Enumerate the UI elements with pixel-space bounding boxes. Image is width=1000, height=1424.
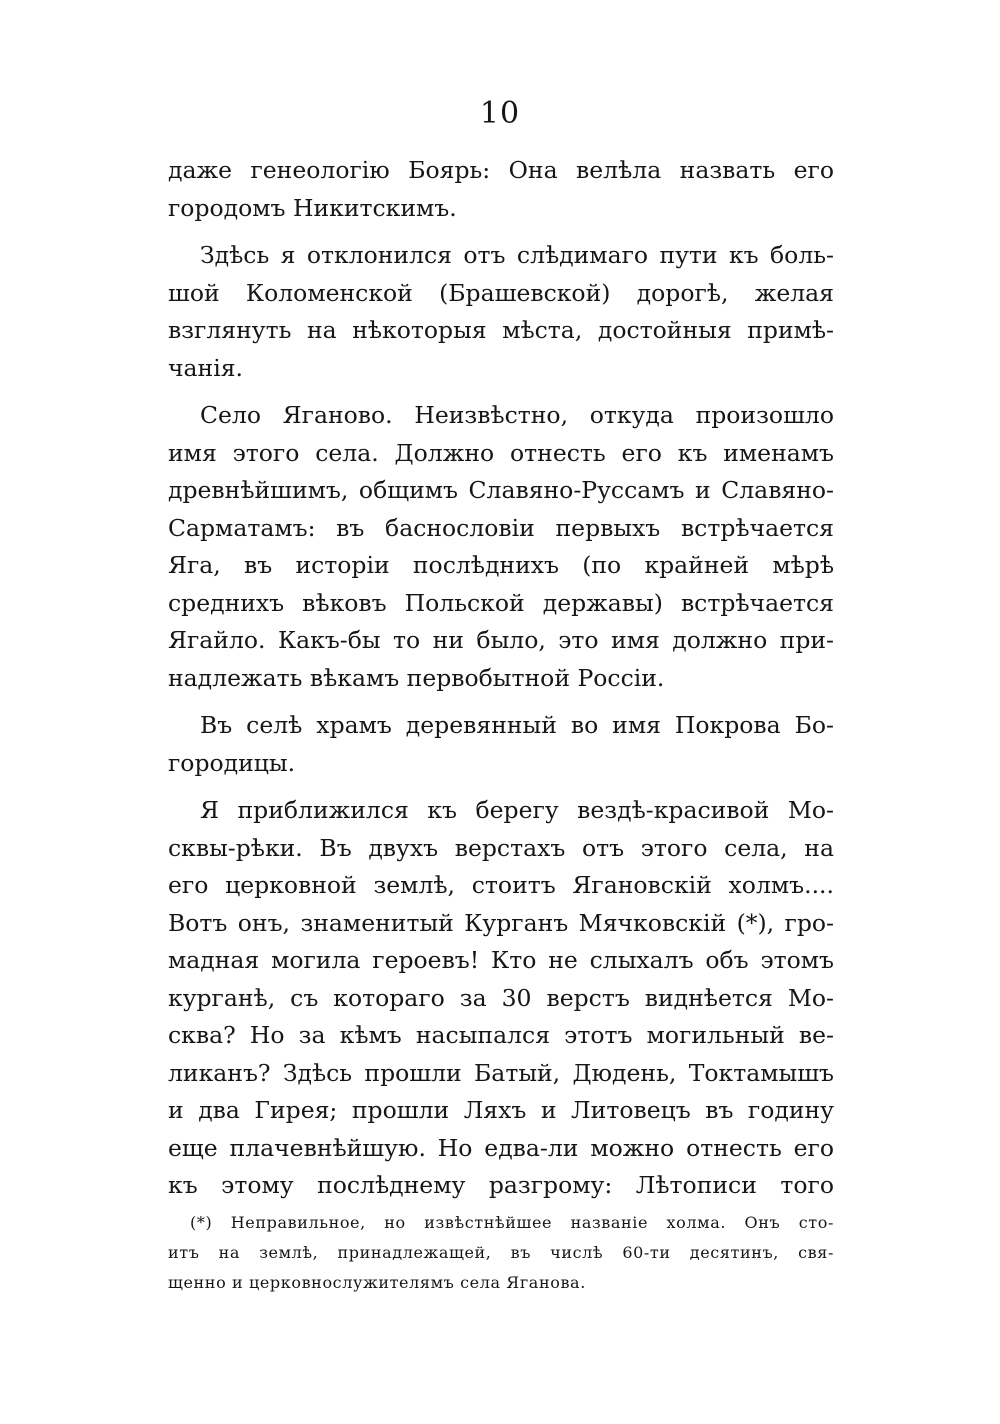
text-line: его церковной землѣ, стоитъ Ягановскій холмъ.... (168, 871, 834, 899)
paragraph (168, 152, 834, 227)
text-line: еще плачевнѣйшую. Но едва-ли можно отнесть его (168, 1133, 834, 1162)
text-line: сква? Но за кѣмъ насыпался этотъ могильный ве- (168, 1021, 834, 1049)
page-number: 10 (479, 96, 521, 131)
text-line: курганѣ, съ котораго за 30 верстъ виднѣется Мо- (168, 983, 834, 1012)
footnote-line: итъ на землѣ, принадлежащей, въ числѣ 60-ти десятинъ, свя- (168, 1243, 834, 1262)
text-line: Ягайло. Какъ-бы то ни было, это имя должно при- (168, 626, 834, 654)
paragraph (168, 707, 834, 782)
text-line: мадная могила героевъ! Кто не слыхалъ объ этомъ (168, 946, 834, 974)
text-line: чанія. (168, 353, 244, 382)
text-line: древнѣйшимъ, общимъ Славяно-Руссамъ и Славяно- (168, 476, 834, 504)
paragraph (168, 792, 834, 1205)
text-line: Сарматамъ: въ баснословіи первыхъ встрѣчается (168, 513, 834, 542)
text-line: ликанъ? Здѣсь прошли Батый, Дюдень, Токтамышъ (168, 1058, 834, 1087)
text-line: даже генеологію Боярь: Она велѣла назвать его (168, 156, 834, 184)
text-line: къ этому послѣднему разгрому: Лѣтописи того (168, 1171, 834, 1199)
text-line: Здѣсь я отклонился отъ слѣдимаго пути къ боль- (200, 241, 834, 269)
footnote-line: (*) Неправильное, но извѣстнѣйшее названіе холма. Онъ сто- (190, 1213, 834, 1232)
footnote (168, 1208, 834, 1298)
text-line: Вотъ онъ, знаменитый Курганъ Мячковскій (*), гро- (168, 908, 834, 937)
text-line: надлежать вѣкамъ первобытной Россіи. (168, 663, 665, 692)
text-line: Яга, въ исторіи послѣднихъ (по крайней мѣрѣ (168, 551, 834, 579)
text-line: городомъ Никитскимъ. (168, 193, 457, 222)
paragraph (168, 237, 834, 387)
text-line: шой Коломенской (Брашевской) дорогѣ, желая (168, 278, 834, 307)
footnote-line: щенно и церковнослужителямъ села Яганова. (168, 1273, 586, 1292)
text-line: Я приближился къ берегу вездѣ-красивой Мо- (200, 796, 834, 824)
text-line: и два Гирея; прошли Ляхъ и Литовецъ въ годину (168, 1096, 834, 1124)
text-line: городицы. (168, 748, 296, 777)
text-line: взглянуть на нѣкоторыя мѣста, достойныя примѣ- (168, 316, 834, 344)
body-text (168, 152, 834, 1205)
text-line: среднихъ вѣковъ Польской державы) встрѣчается (168, 588, 834, 617)
text-line: сквы-рѣки. Въ двухъ верстахъ отъ этого села, на (168, 833, 834, 862)
paragraph (168, 397, 834, 697)
text-line: Село Яганово. Неизвѣстно, откуда произошло (200, 401, 834, 429)
text-line: Въ селѣ храмъ деревянный во имя Покрова Бо- (200, 711, 834, 739)
text-line: имя этого села. Должно отнесть его къ именамъ (168, 438, 834, 467)
